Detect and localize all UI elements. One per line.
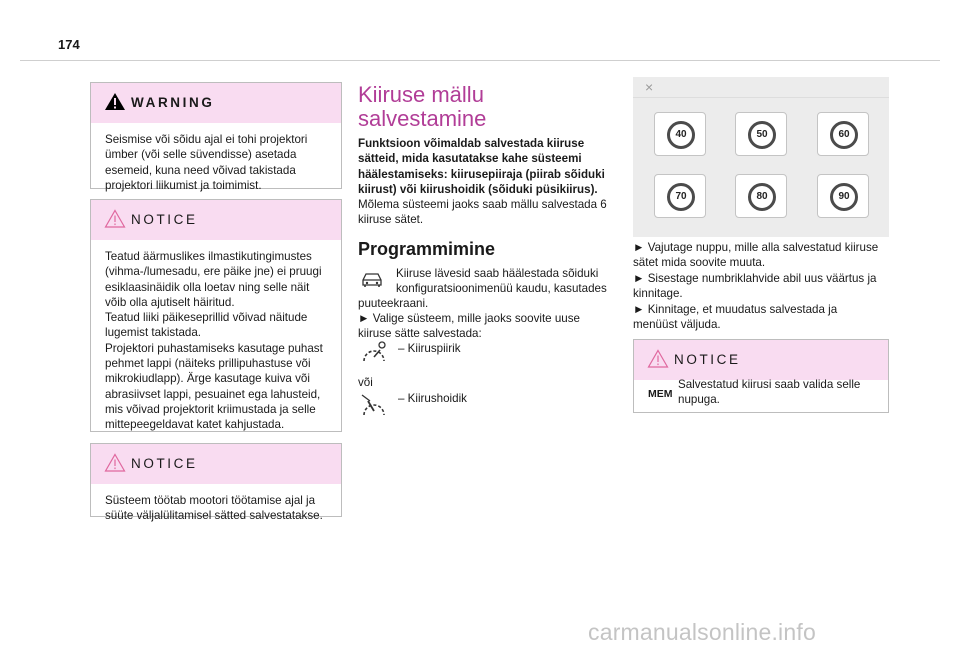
programming-heading: Programmimine	[358, 239, 496, 259]
instruction-line: menüüst väljuda.	[633, 318, 721, 331]
speed-sign-icon: 70	[667, 183, 695, 211]
speed-button-90[interactable]	[817, 174, 869, 218]
intro-bold-text: Funktsioon võimaldab salvestada kiiruse sätteid, mida kasutatakse kahe süsteemi häälestamiseks: kiirusepiiraja (piirab sõiduki kiirust) või kiirushoidik (sõiduki püsikiirus).	[358, 137, 605, 196]
notice-triangle-icon	[647, 349, 669, 368]
prog-text-line: konfiguratsioonimenüü kaudu, kasutades	[396, 282, 607, 295]
speed-limiter-icon	[360, 341, 388, 367]
warning-box	[90, 82, 342, 192]
section-intro	[358, 136, 620, 228]
panel-divider	[633, 97, 889, 98]
instruction-line: sätet mida soovite muuta.	[633, 256, 766, 269]
warning-triangle-icon	[104, 92, 126, 111]
instruction-line: ► Kinnitage, et muudatus salvestada ja	[633, 303, 838, 316]
notice-header	[91, 444, 341, 484]
warning-header	[91, 83, 341, 123]
notice-header	[91, 200, 341, 240]
page-number: 174	[58, 37, 80, 52]
notice-paragraph: Teatud äärmuslikes ilmastikutingimustes (vihma-/lumesadu, ere päike jne) ei pruugi esiklaasinäidik olla loetav ning selle näit võib olla ajutiselt häiritud.	[105, 250, 322, 309]
notice-box	[90, 199, 342, 432]
speed-sign-icon: 60	[830, 121, 858, 149]
speed-button-50[interactable]	[735, 112, 787, 156]
speed-button-70[interactable]	[654, 174, 706, 218]
speed-sign-icon: 50	[748, 121, 776, 149]
notice-header	[634, 340, 888, 380]
notice-box	[633, 339, 889, 413]
speed-button-60[interactable]	[817, 112, 869, 156]
or-text: või	[358, 376, 373, 389]
car-settings-icon	[360, 269, 384, 289]
limiter-option: – Kiiruspiirik	[398, 342, 461, 355]
notice-paragraph: Projektori puhastamiseks kasutage puhast pehmet lappi (näiteks prillipuhastuse või mikrokiudlapp). Ärge kasutage kuiva või abrasiivset lappi, pesuainet ega lahusteid, mis võivad projektorit kriimustada ja selle mittepeegeldavat katet kahjustada.	[105, 341, 323, 432]
notice-triangle-icon	[104, 209, 126, 228]
select-text-line: ► Valige süsteem, mille jaoks soovite uuse	[358, 312, 580, 325]
top-divider	[20, 60, 940, 61]
notice-text: Salvestatud kiirusi saab valida selle nupuga.	[678, 378, 861, 407]
prog-text-line: Kiiruse lävesid saab häälestada sõiduki	[396, 267, 599, 280]
cruise-option: – Kiirushoidik	[398, 392, 467, 405]
section-title: Kiiruse mällu salvestamine	[358, 82, 487, 131]
speed-sign-icon: 80	[748, 183, 776, 211]
speed-sign-icon: 40	[667, 121, 695, 149]
instruction-line: ► Vajutage nuppu, mille alla salvestatud kiiruse	[633, 241, 879, 254]
close-icon[interactable]: ×	[645, 79, 654, 95]
notice-paragraph: Teatud liiki päikeseprillid võivad näitude lugemist takistada.	[105, 311, 308, 340]
notice-triangle-icon	[104, 453, 126, 472]
speed-button-40[interactable]	[654, 112, 706, 156]
instruction-line: ► Sisestage numbriklahvide abil uus väärtus ja	[633, 272, 877, 285]
intro-text: Mõlema süsteemi jaoks saab mällu salvestada 6 kiiruse sätet.	[358, 198, 607, 227]
notice-label: NOTICE	[674, 352, 741, 367]
notice-text: Süsteem töötab mootori töötamise ajal ja süüte väljalülitamisel sätted salvestatakse.	[105, 494, 323, 523]
speed-button-80[interactable]	[735, 174, 787, 218]
speed-sign-icon: 90	[830, 183, 858, 211]
select-text-line: kiiruse sätte salvestada:	[358, 327, 482, 340]
notice-label: NOTICE	[131, 212, 198, 227]
notice-box	[90, 443, 342, 523]
cruise-control-icon	[360, 393, 388, 419]
speed-memory-screen	[633, 77, 889, 237]
warning-label: WARNING	[131, 95, 215, 110]
warning-text: Seismise või sõidu ajal ei tohi projektori ümber (või selle süvendisse) asetada esemeid, kuna need võivad takistada projektori liikumist ja toimimist.	[105, 133, 308, 192]
notice-label: NOTICE	[131, 456, 198, 471]
watermark: carmanualsonline.info	[588, 619, 816, 645]
instruction-line: kinnitage.	[633, 287, 683, 300]
prog-text-line: puuteekraani.	[358, 297, 429, 310]
mem-button-icon: MEM	[648, 388, 673, 400]
